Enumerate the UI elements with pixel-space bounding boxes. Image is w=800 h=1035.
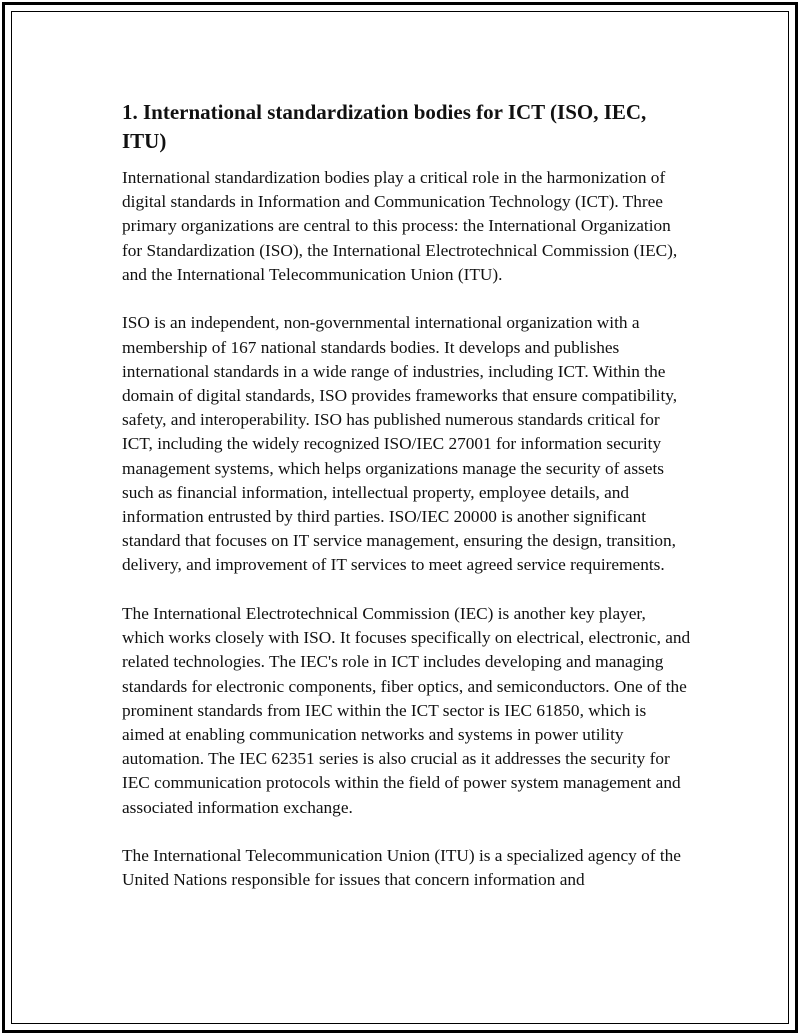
paragraph-iec: The International Electrotechnical Commission (IEC) is another key player, which works closely with ISO. It focuses specifically on electrical, electronic, and related technologies. The IEC's role in ICT includes developing and managing standards for electronic components, fiber optics, and semiconductors. One of the prominent standards from IEC within the ICT sector is IEC 61850, which is aimed at enabling communication networks and systems in power utility automation. The IEC 62351 series is also crucial as it addresses the security for IEC communication protocols within the field of power system management and associated information exchange. [122, 604, 691, 817]
page-inner-border [11, 11, 789, 1024]
section-heading: 1. International standardization bodies for ICT (ISO, IEC, ITU) [122, 100, 647, 153]
paragraph-intro: International standardization bodies play a critical role in the harmonization of digital standards in Information and Communication Technology (ICT). Three primary organizations are central to this process: the International Organization for Standardization (ISO), the International Electrotechnical Commission (IEC), and the International Telecommunication Union (ITU). [122, 168, 678, 284]
page-outer-border [2, 2, 798, 1033]
paragraph-itu: The International Telecommunication Union (ITU) is a specialized agency of the United Nations responsible for issues that concern information and [122, 846, 681, 890]
paragraph-iso: ISO is an independent, non-governmental international organization with a membership of 167 national standards bodies. It develops and publishes international standards in a wide range of industries, including ICT. Within the domain of digital standards, ISO provides frameworks that ensure compatibility, safety, and interoperability. ISO has published numerous standards critical for ICT, including the widely recognized ISO/IEC 27001 for information security management systems, which helps organizations manage the security of assets such as financial information, intellectual property, employee details, and information entrusted by third parties. ISO/IEC 20000 is another significant standard that focuses on IT service management, ensuring the design, transition, delivery, and improvement of IT services to meet agreed service requirements. [122, 313, 678, 575]
document-body [122, 98, 692, 917]
